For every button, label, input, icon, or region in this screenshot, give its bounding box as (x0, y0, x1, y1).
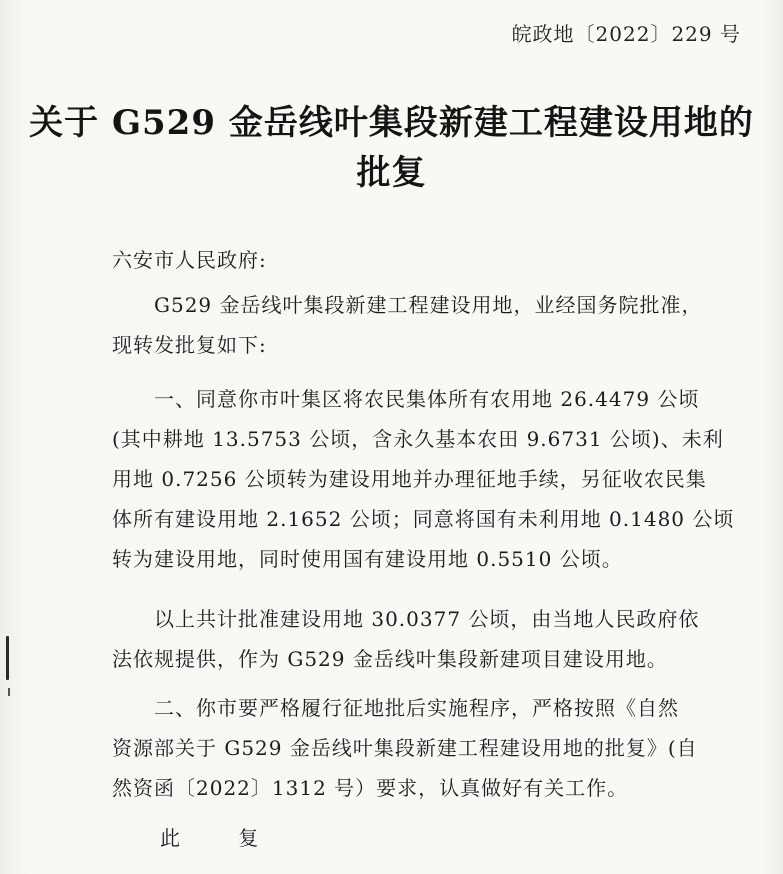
paragraph-total (112, 599, 737, 679)
paragraph-line: 然资函〔2022〕1312 号）要求，认真做好有关工作。 (112, 776, 629, 800)
document-title (0, 98, 783, 198)
title-line-2: 批复 (356, 153, 427, 193)
paragraph-line: (其中耕地 13.5753 公顷，含永久基本农田 9.6731 公顷)、未利 (112, 427, 724, 451)
paragraph-line: 法依规提供，作为 G529 金岳线叶集段新建项目建设用地。 (112, 647, 668, 671)
scan-edge-mark-small (8, 688, 10, 696)
paragraph-line: 用地 0.7256 公顷转为建设用地并办理征地手续，另征收农民集 (112, 467, 707, 491)
paragraph-line: 二、你市要严格履行征地批后实施程序，严格按照《自然 (154, 696, 679, 720)
paragraph-line: G529 金岳线叶集段新建工程建设用地，业经国务院批准， (154, 293, 703, 317)
paragraph-line: 以上共计批准建设用地 30.0377 公顷，由当地人民政府依 (154, 607, 700, 631)
paragraph-item-one (112, 379, 737, 579)
addressee: 六安市人民政府: (112, 248, 267, 272)
document-number: 皖政地〔2022〕229 号 (511, 22, 741, 46)
paragraph-intro (112, 285, 737, 365)
paragraph-line: 一、同意你市叶集区将农民集体所有农用地 26.4479 公顷 (154, 387, 700, 411)
title-line-1: 关于 G529 金岳线叶集段新建工程建设用地的 (29, 103, 754, 143)
closing-char-1: 此 (160, 826, 181, 850)
paragraph-item-two (112, 688, 737, 808)
paragraph-line: 现转发批复如下: (112, 333, 267, 357)
paragraph-line: 转为建设用地，同时使用国有建设用地 0.5510 公顷。 (112, 547, 623, 571)
closing-phrase (160, 822, 309, 851)
paragraph-line: 资源部关于 G529 金岳线叶集段新建工程建设用地的批复》(自 (112, 736, 698, 760)
closing-char-2: 复 (238, 826, 260, 850)
paragraph-line: 体所有建设用地 2.1652 公顷；同意将国有未利用地 0.1480 公顷 (112, 507, 735, 531)
scan-edge-mark (6, 636, 9, 680)
